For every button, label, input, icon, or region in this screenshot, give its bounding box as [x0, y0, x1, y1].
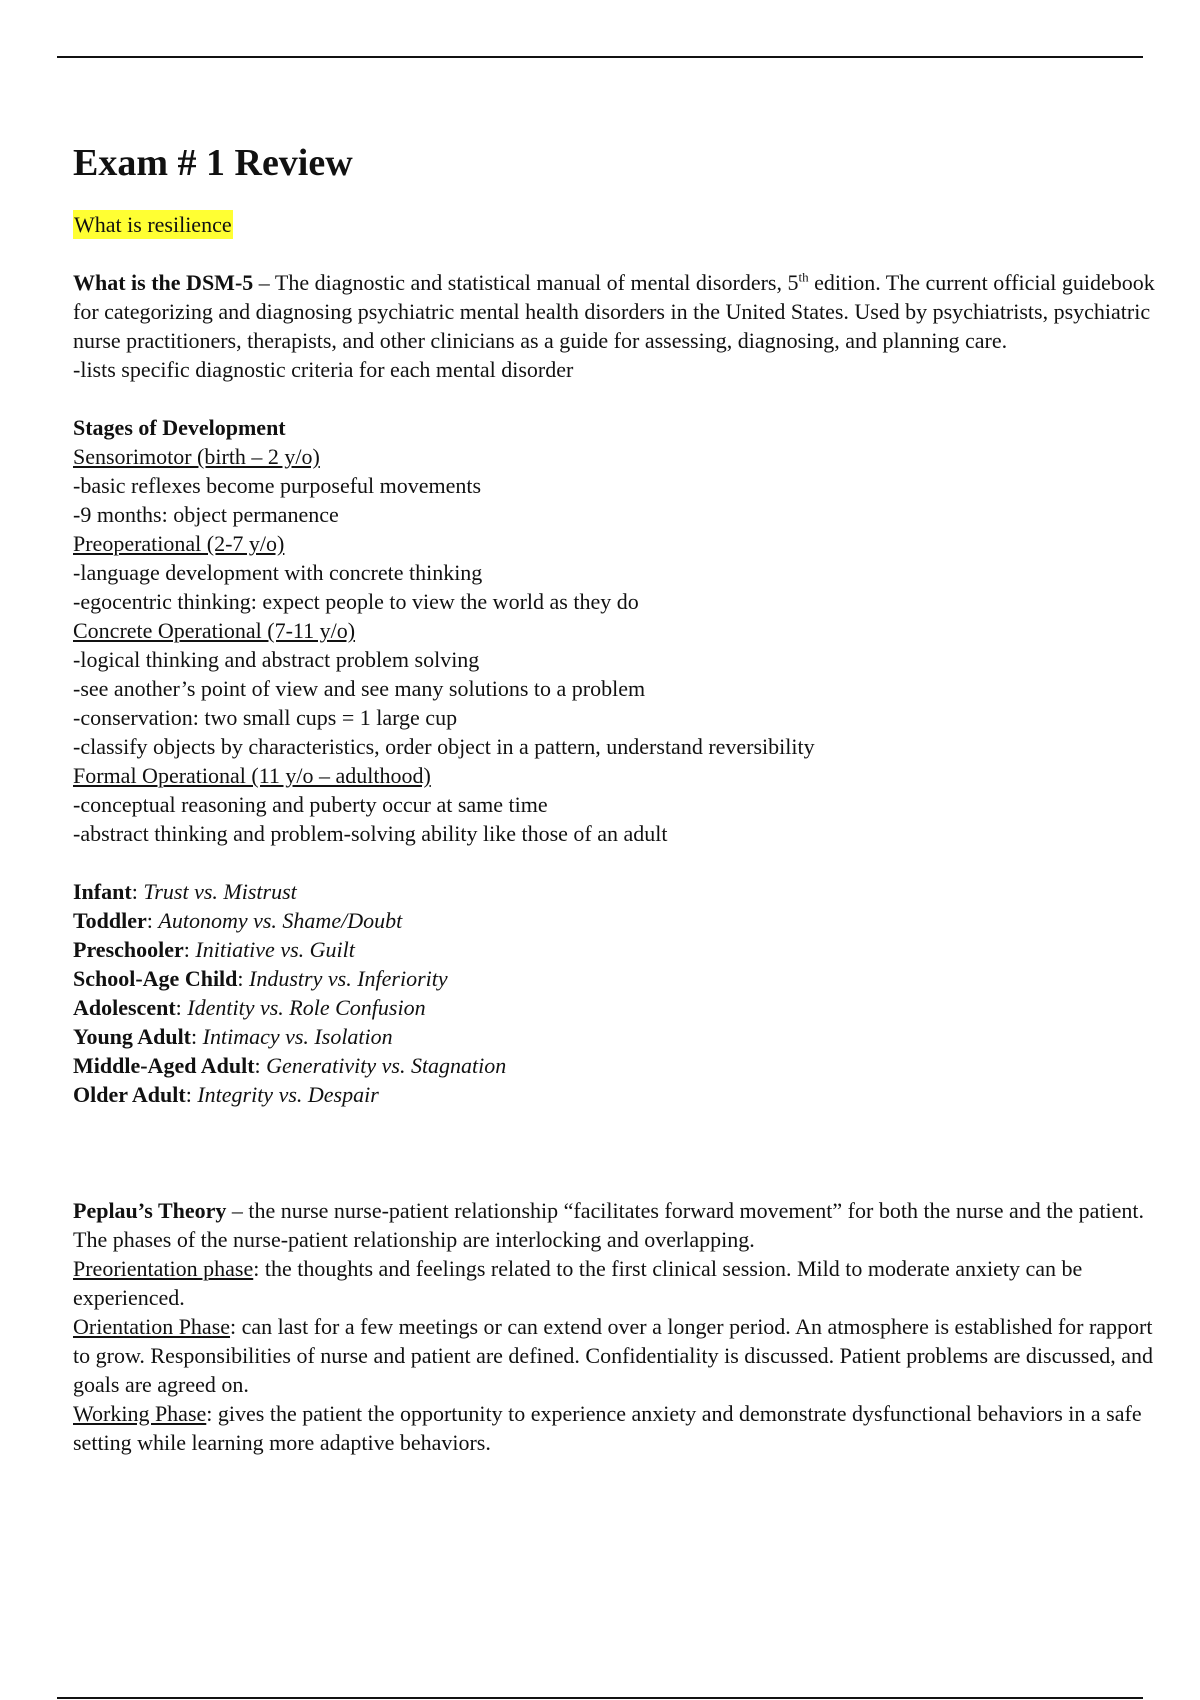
stage-item: -conceptual reasoning and puberty occur at same time [73, 792, 548, 817]
phase-paragraph [73, 1399, 1163, 1457]
stage-item: -egocentric thinking: expect people to view the world as they do [73, 589, 639, 614]
dsm-paragraph [73, 268, 1163, 355]
dsm-term: What is the DSM-5 [73, 270, 254, 295]
erikson-value: Trust vs. Mistrust [143, 879, 297, 904]
stage-item: -language development with concrete thinking [73, 560, 483, 585]
phase-text: : can last for a few meetings or can extend over a longer period. An atmosphere is established for rapport to grow. Responsibilities of nurse and patient are defined. Confidentiality is discussed. Patient problems are discussed, and goals are agreed on. [73, 1314, 1154, 1397]
document-body [73, 140, 1163, 1457]
erikson-value: Integrity vs. Despair [197, 1082, 379, 1107]
erikson-term: Young Adult [73, 1024, 192, 1049]
stage-item: -abstract thinking and problem-solving ability like those of an adult [73, 821, 668, 846]
erikson-row: Older Adult: Integrity vs. Despair [73, 1082, 379, 1107]
stage-item: -classify objects by characteristics, order object in a pattern, understand reversibility [73, 734, 815, 759]
erikson-row: Young Adult: Intimacy vs. Isolation [73, 1024, 393, 1049]
erikson-row: Adolescent: Identity vs. Role Confusion [73, 995, 426, 1020]
dsm-text-2: edition. The current official guidebook for categorizing and diagnosing psychiatric mental health disorders in the United States. Used by psychiatrists, psychiatric nurse practitioners, therapists, and other clinicians as a guide for assessing, diagnosing, and planning care. [73, 270, 1155, 353]
peplau-term: Peplau’s Theory [73, 1198, 227, 1223]
erikson-value: Generativity vs. Stagnation [266, 1053, 507, 1078]
bottom-rule [57, 1697, 1143, 1699]
erikson-row: Middle-Aged Adult: Generativity vs. Stagnation [73, 1053, 507, 1078]
dsm-superscript: th [798, 269, 809, 285]
phase-paragraph [73, 1312, 1163, 1399]
erikson-term: School-Age Child [73, 966, 238, 991]
erikson-term: Older Adult [73, 1082, 186, 1107]
phase-text: : gives the patient the opportunity to experience anxiety and demonstrate dysfunctional behaviors in a safe setting while learning more adaptive behaviors. [73, 1401, 1142, 1455]
erikson-value: Industry vs. Inferiority [249, 966, 448, 991]
stage-item: -logical thinking and abstract problem solving [73, 647, 480, 672]
phase-text: : the thoughts and feelings related to the first clinical session. Mild to moderate anxiety can be experienced. [73, 1256, 1083, 1310]
peplau-paragraph [73, 1196, 1163, 1254]
erikson-row: School-Age Child: Industry vs. Inferiority [73, 966, 448, 991]
phase-label-orientation: Orientation Phase [73, 1314, 231, 1339]
stage-item: -conservation: two small cups = 1 large cup [73, 705, 458, 730]
highlighted-question: What is resilience [74, 212, 232, 237]
erikson-value: Initiative vs. Guilt [195, 937, 355, 962]
erikson-value: Intimacy vs. Isolation [202, 1024, 393, 1049]
erikson-row: Toddler: Autonomy vs. Shame/Doubt [73, 908, 403, 933]
phase-label-working: Working Phase [73, 1401, 207, 1426]
stage-formal-operational: Formal Operational (11 y/o – adulthood) [73, 763, 431, 788]
resilience-line [73, 210, 1163, 239]
erikson-term: Toddler [73, 908, 147, 933]
erikson-term: Middle-Aged Adult [73, 1053, 255, 1078]
erikson-value: Autonomy vs. Shame/Doubt [158, 908, 403, 933]
stages-heading: Stages of Development [73, 415, 286, 440]
dsm-note: -lists specific diagnostic criteria for each mental disorder [73, 357, 574, 382]
erikson-row: Infant: Trust vs. Mistrust [73, 879, 297, 904]
peplau-text: – the nurse nurse-patient relationship “facilitates forward movement” for both the nurse and the patient. The phases of the nurse-patient relationship are interlocking and overlapping. [73, 1198, 1144, 1252]
stage-concrete-operational: Concrete Operational (7-11 y/o) [73, 618, 356, 643]
erikson-term: Preschooler [73, 937, 184, 962]
stage-preoperational: Preoperational (2-7 y/o) [73, 531, 285, 556]
erikson-term: Adolescent [73, 995, 176, 1020]
stage-item: -basic reflexes become purposeful movements [73, 473, 482, 498]
stage-sensorimotor: Sensorimotor (birth – 2 y/o) [73, 444, 320, 469]
erikson-term: Infant [73, 879, 132, 904]
phase-label-preorientation: Preorientation phase [73, 1256, 254, 1281]
phase-paragraph [73, 1254, 1163, 1312]
erikson-value: Identity vs. Role Confusion [187, 995, 426, 1020]
dsm-text-1: – The diagnostic and statistical manual of mental disorders, 5 [253, 270, 799, 295]
stage-item: -9 months: object permanence [73, 502, 339, 527]
stage-item: -see another’s point of view and see many solutions to a problem [73, 676, 646, 701]
document-title: Exam # 1 Review [73, 142, 353, 184]
erikson-row: Preschooler: Initiative vs. Guilt [73, 937, 355, 962]
top-rule [57, 56, 1143, 58]
